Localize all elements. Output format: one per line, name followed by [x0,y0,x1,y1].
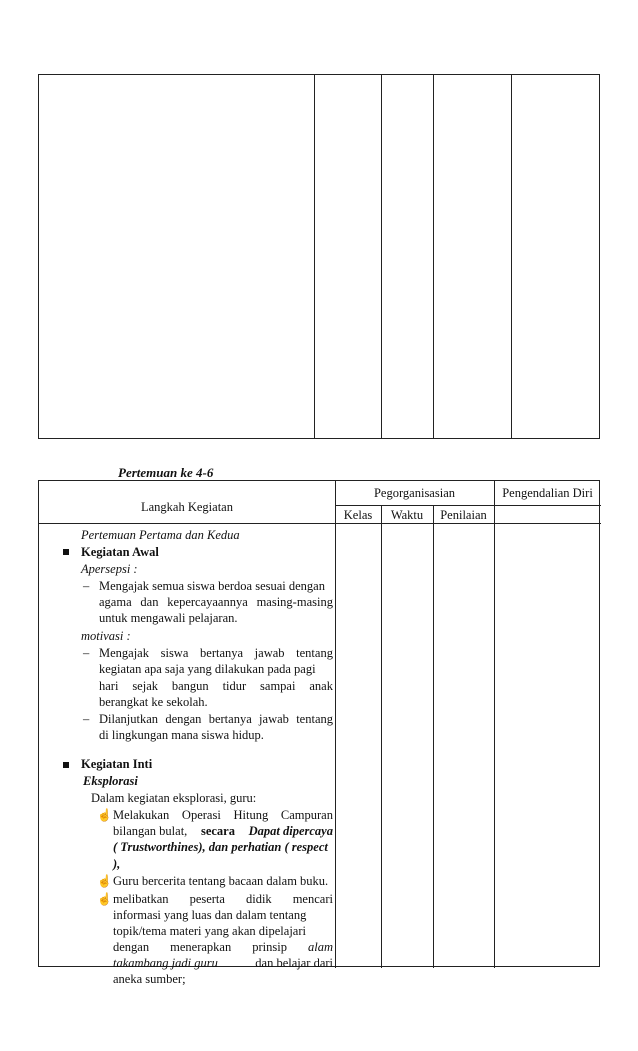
eksplorasi-item-3-line-4: dengan menerapkan prinsip alam [113,940,333,954]
pointing-hand-icon: ☝ [97,892,112,906]
motivasi-item-1-line-3: hari sejak bangun tidur sampai anak [99,679,333,693]
apersepsi-label: Apersepsi : [81,562,138,576]
eksplorasi-item-2: Guru bercerita tentang bacaan dalam buku. [113,874,329,888]
motivasi-item-1-line-4: berangkat ke sekolah. [99,695,208,709]
dash-bullet: – [83,712,90,726]
bullet-square-icon [63,549,69,555]
eksplorasi-item-3-line-6: aneka sumber; [113,972,186,986]
dash-bullet: – [83,646,90,660]
eksplorasi-intro: Dalam kegiatan eksplorasi, guru: [91,791,257,805]
pointing-hand-icon: ☝ [97,808,112,822]
dash-bullet: – [83,579,90,593]
section-heading: Pertemuan ke 4-6 [118,465,214,480]
eksplorasi-title: Eksplorasi [83,774,138,788]
header-bottom-line [39,523,601,524]
eksplorasi-item-1-line-1: Melakukan Operasi Hitung Campuran [113,808,333,822]
pointing-hand-icon: ☝ [97,874,112,888]
top-table [38,74,600,439]
column-divider [381,505,382,968]
header-waktu: Waktu [390,508,424,522]
motivasi-label: motivasi : [81,629,131,643]
motivasi-item-1-line-1: Mengajak siswa bertanya jawab tentang [99,646,333,660]
header-penilaian: Penilaian [440,508,487,522]
eksplorasi-item-1-line-4: ), [113,857,121,871]
motivasi-item-1-line-2: kegiatan apa saja yang dilakukan pada pagi [99,662,316,676]
column-divider [335,481,336,968]
header-pengendalian: Pengendalian Diri [502,486,593,500]
eksplorasi-item-1-line-2: bilangan bulat, secara Dapat dipercaya [113,824,333,838]
apersepsi-item-1-line-2: agama dan kepercayaannya masing-masing [99,595,333,609]
header-divider [335,505,601,506]
top-table-divider [314,75,315,438]
kegiatan-inti-title: Kegiatan Inti [81,757,153,771]
apersepsi-item-1-line-1: Mengajak semua siswa berdoa sesuai dengan [99,579,325,593]
header-kelas: Kelas [343,508,373,522]
bullet-square-icon [63,762,69,768]
header-langkah: Langkah Kegiatan [141,500,233,514]
meeting-label: Pertemuan Pertama dan Kedua [81,528,240,542]
eksplorasi-item-1-line-3: ( Trustworthines), dan perhatian ( respect [113,840,328,854]
motivasi-item-2-line-1: Dilanjutkan dengan bertanya jawab tentang [99,712,333,726]
column-divider [494,481,495,968]
top-table-divider [381,75,382,438]
kegiatan-awal-title: Kegiatan Awal [81,545,159,559]
eksplorasi-item-3-line-2: informasi yang luas dan dalam tentang [113,908,307,922]
top-table-divider [433,75,434,438]
eksplorasi-item-3-line-5: takambang jadi guru dan belajar dari [113,956,333,970]
motivasi-item-2-line-2: di lingkungan mana siswa hidup. [99,728,264,742]
eksplorasi-item-3-line-1: melibatkan peserta didik mencari [113,892,333,906]
eksplorasi-item-3-line-3: topik/tema materi yang akan dipelajari [113,924,306,938]
apersepsi-item-1-line-3: untuk mengawali pelajaran. [99,611,238,625]
top-table-divider [511,75,512,438]
activity-table [38,480,600,986]
header-pengorganisasian: Pegorganisasian [373,486,455,500]
column-divider [433,505,434,968]
